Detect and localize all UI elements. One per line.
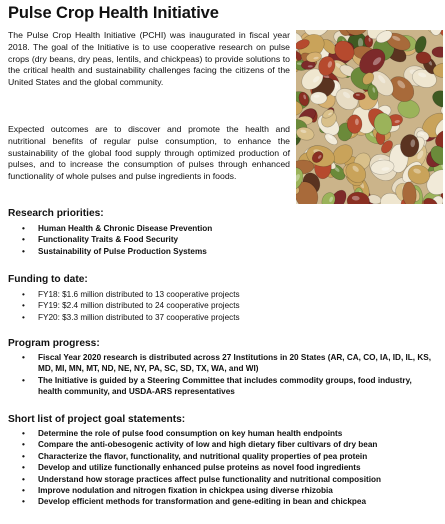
program-progress-heading: Program progress:: [8, 338, 100, 349]
list-item: • FY18: $1.6 million distributed to 13 cooperative projects: [22, 290, 240, 299]
bullet-icon: •: [22, 429, 25, 438]
bullet-icon: •: [22, 301, 25, 311]
list-item: • Characterize the flavor, functionality, and nutritional quality properties of pea protein: [22, 451, 368, 461]
intro-paragraph: The Pulse Crop Health Initiative (PCHI) was inaugurated in fiscal year 2018. The goal of the Initiative is to use cooperative research on pulse crops (dry beans, dry peas, lentils, and chickpeas) to provide solutions to the critical health and sustainability challenges facing the citizens of the United States and the global community.: [8, 30, 290, 88]
list-item: • FY19: $2.4 million distributed to 24 cooperative projects: [22, 301, 240, 311]
list-item: • Develop and utilize functionally enhanced pulse proteins as novel food ingredients: [22, 463, 361, 473]
research-priorities-list: [0, 223, 290, 257]
goal-statements-list: [0, 428, 440, 508]
bullet-icon: •: [22, 246, 25, 256]
document-title: Pulse Crop Health Initiative: [8, 4, 219, 22]
bullet-icon: •: [22, 463, 25, 473]
bullet-icon: •: [22, 440, 25, 450]
bullet-icon: •: [22, 497, 25, 507]
bullet-icon: •: [22, 353, 25, 362]
bean-shape: [310, 92, 327, 104]
list-item: • Functionality Traits & Food Security: [22, 235, 179, 245]
bullet-icon: •: [22, 451, 25, 461]
bullet-icon: •: [22, 312, 25, 322]
pulse-crops-photo: [296, 30, 443, 204]
bullet-icon: •: [22, 290, 25, 299]
list-item: • Compare the anti-obesogenic activity of low and high dietary fiber cultivars of dry bean: [22, 440, 378, 450]
outcomes-paragraph: Expected outcomes are to discover and promote the health and nutritional benefits of regular pulse consumption, to enhance the sustainability of the global food supply through optimized production of pulses, and to increase the consumption of pulses through enhanced functionality of whole pulses and pulse ingredients in foods.: [8, 124, 290, 182]
goal-statements-heading: Short list of project goal statements:: [8, 414, 186, 425]
list-item: • Improve nodulation and nitrogen fixation in chickpea using diverse rhizobia: [22, 486, 333, 496]
bean-shape: [347, 115, 362, 134]
list-item: • FY20: $3.3 million distributed to 37 cooperative projects: [22, 312, 240, 322]
bean-highlight: [314, 95, 320, 98]
list-item: • Understand how storage practices affect pulse functionality and nutritional composition: [22, 474, 382, 484]
list-item: • Develop efficient methods for transformation and gene-editing in bean and chickpea: [22, 497, 367, 507]
funding-heading: Funding to date:: [8, 274, 88, 285]
funding-list: [0, 289, 300, 323]
bean-highlight: [355, 119, 359, 126]
list-item: • Human Health & Chronic Disease Prevention: [22, 224, 213, 233]
bullet-icon: •: [22, 474, 25, 484]
beans-image: [296, 30, 443, 204]
list-item: • Sustainability of Pulse Production Systems: [22, 246, 207, 256]
research-priorities-heading: Research priorities:: [8, 208, 104, 219]
list-item: • The Initiative is guided by a Steering Committee that includes commodity groups, food industry, health community, and USDA-ARS representatives: [22, 375, 412, 397]
bullet-icon: •: [22, 375, 25, 385]
bullet-icon: •: [22, 224, 25, 233]
list-item: • Fiscal Year 2020 research is distributed across 27 Institutions in 20 States (AR, CA, CO, IA, ID, IL, KS, MD, MI, MN, MT, ND, NE, NY, PA, SC, SD, TX, WA, and WI): [22, 353, 431, 374]
list-item: • Determine the role of pulse food consumption on key human health endpoints: [22, 429, 343, 438]
program-progress-list: [0, 352, 438, 398]
bullet-icon: •: [22, 235, 25, 245]
bullet-icon: •: [22, 486, 25, 496]
